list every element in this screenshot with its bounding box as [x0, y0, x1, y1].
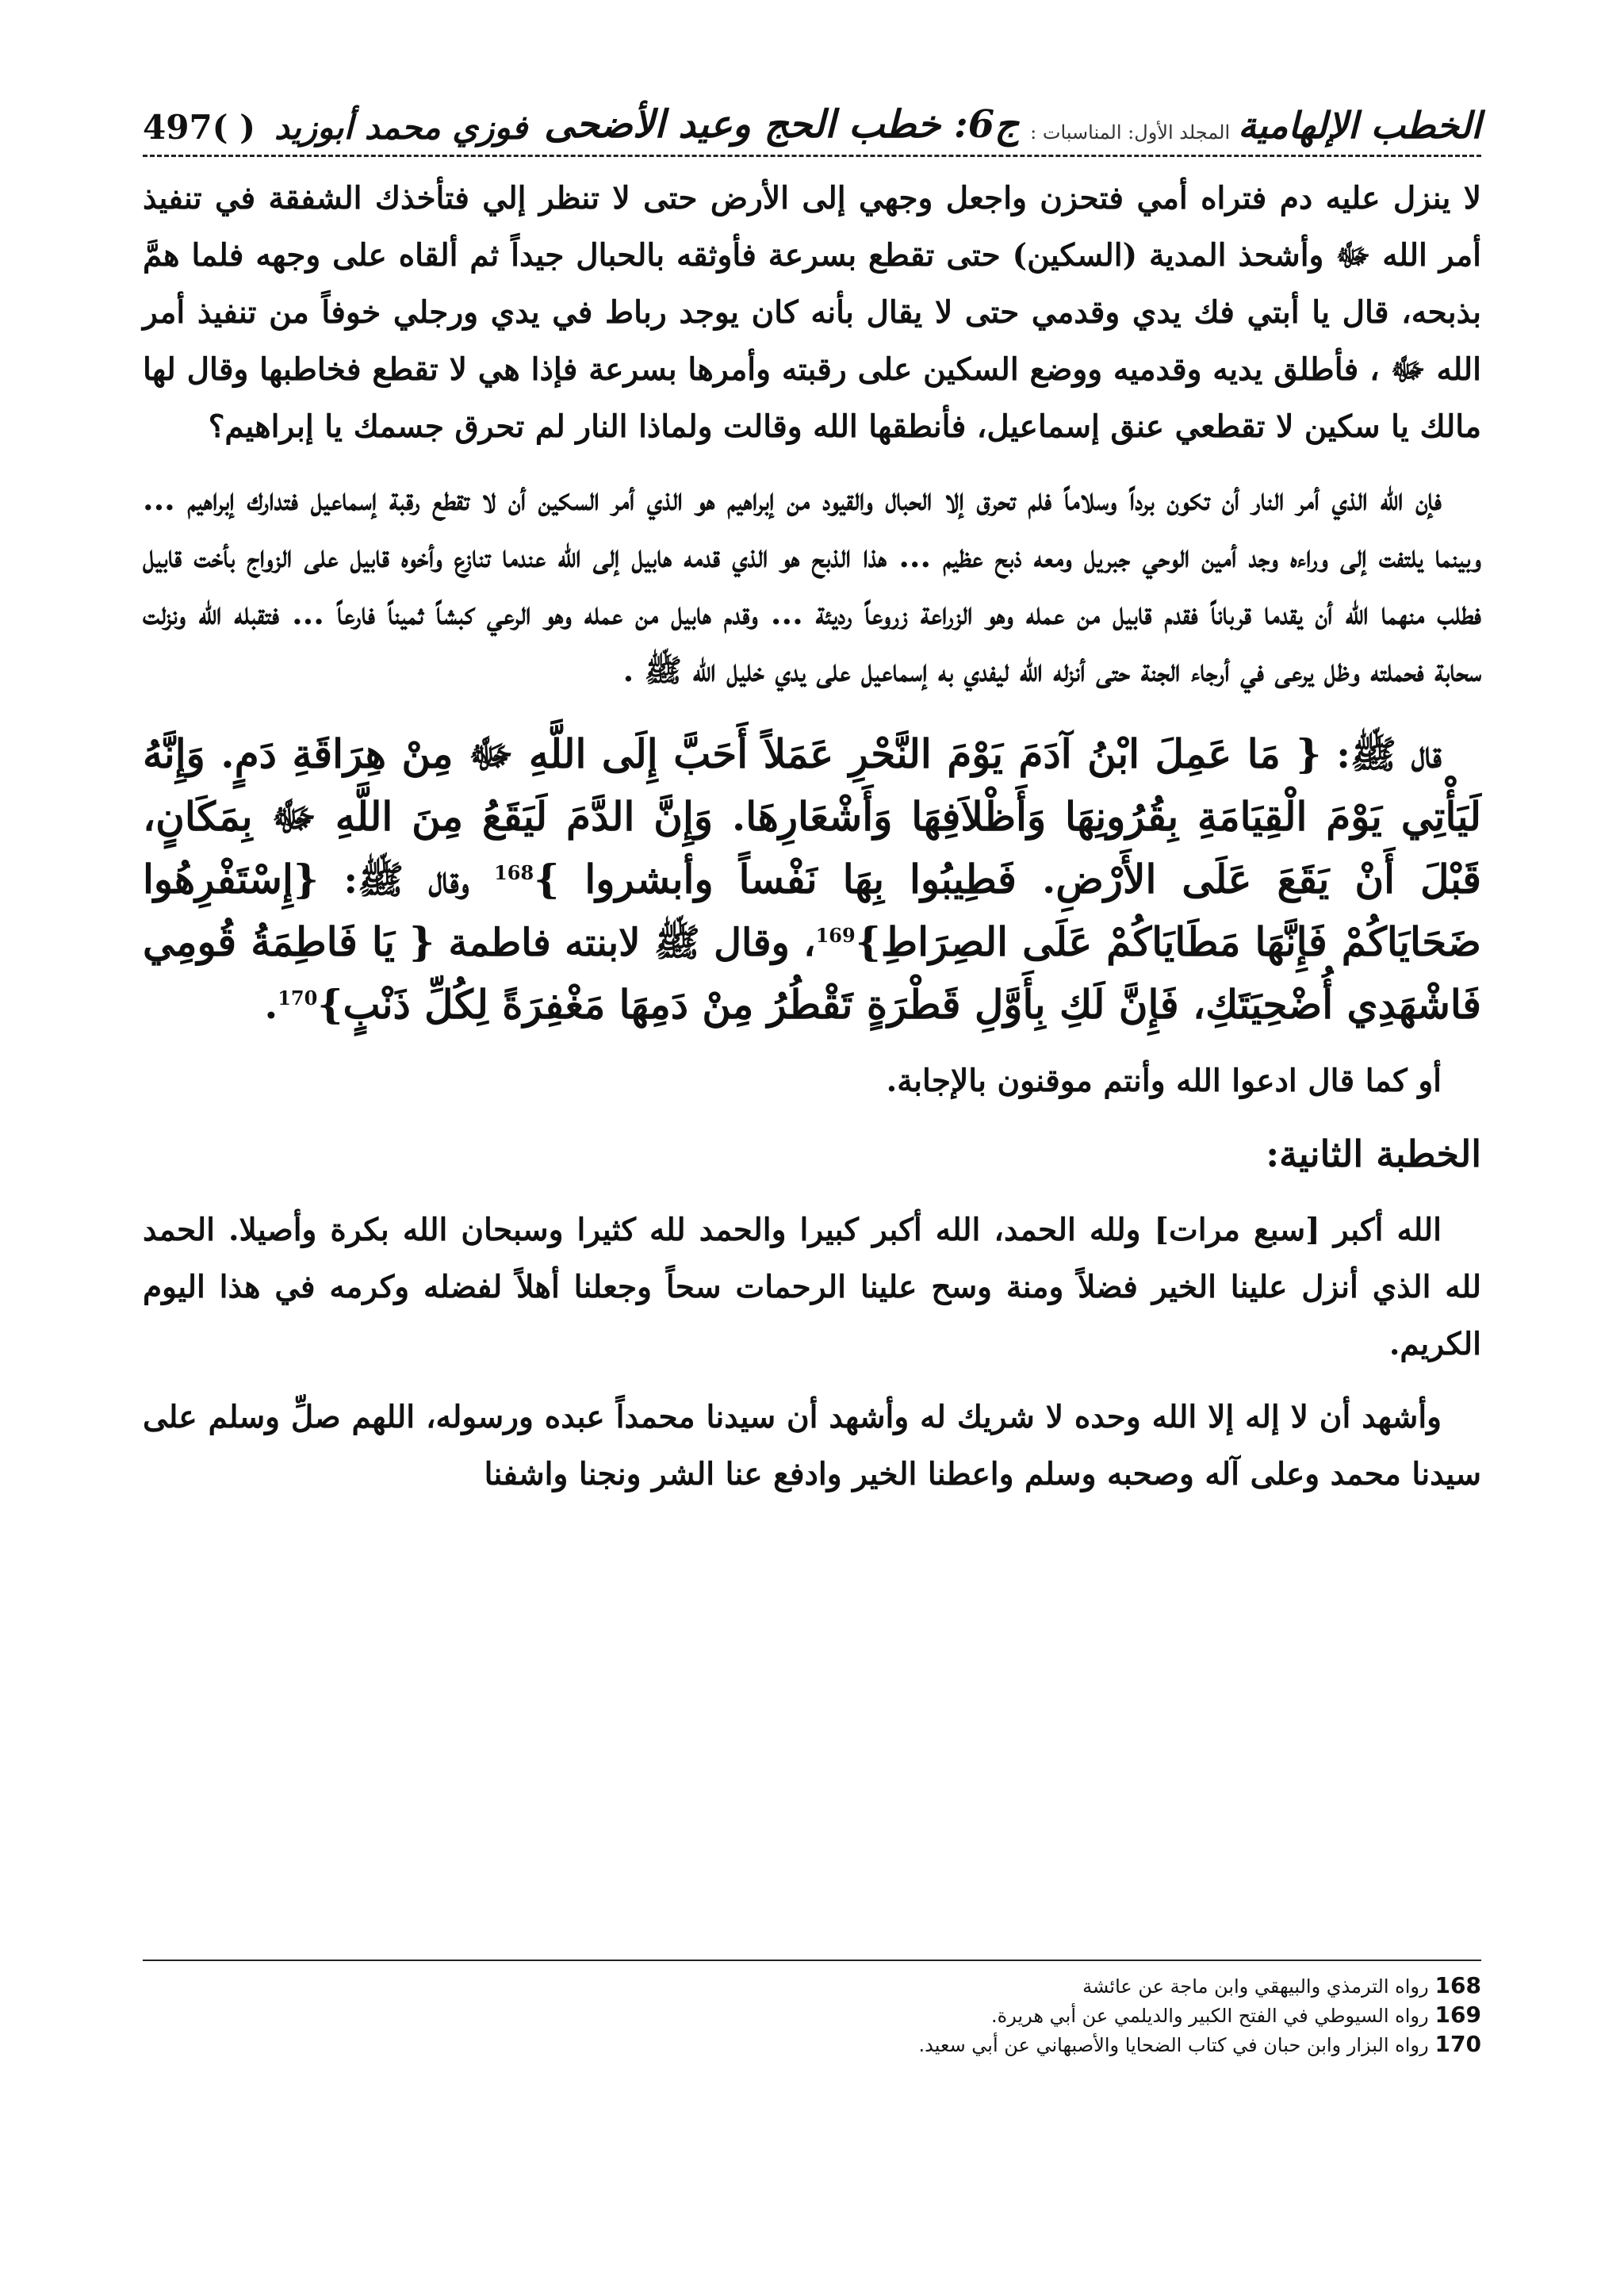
footnote-ref: 170 — [278, 987, 318, 1009]
footnote-number: 170 — [1434, 2031, 1481, 2057]
paragraph: وأشهد أن لا إله إلا الله وحده لا شريك له وأشهد أن سيدنا محمداً عبده ورسوله، اللهم صلِّ وسلم على سيدنا محمد وعلى آله وصحبه وسلم واعطنا الخير وادفع عنا الشر ونجنا واشفنا — [143, 1399, 1481, 1492]
hadith-text: { مَا عَمِلَ ابْنُ آدَمَ يَوْمَ النَّحْرِ عَمَلاً أَحَبَّ إِلَى اللَّهِ ﷻ مِنْ هِرَاقَةِ دَمٍ. وَإِنَّهُ لَيَأْتِي يَوْمَ الْقِيَامَةِ بِقُرُونِهَا وَأَظْلاَفِهَا وَأَشْعَارِهَا. وَإِنَّ الدَّمَ لَيَقَعُ مِنَ اللَّهِ ﷻ بِمَكَانٍ، قَبْلَ أَنْ يَقَعَ عَلَى الأَرْضِ. فَطِيبُوا بِهَا نَفْساً وأبشروا } — [143, 730, 1481, 902]
hadith-text: { يَا فَاطِمَةُ قُومِي فَاشْهَدِي أُضْحِيَتَكِ، فَإِنَّ لَكِ بِأَوَّلِ قَطْرَةٍ تَقْطُرُ مِنْ دَمِهَا مَغْفِرَةً لِكُلِّ ذَنْبٍ} — [143, 918, 1481, 1028]
page-header — [143, 86, 1481, 157]
footnote-text: رواه البزار وابن حبان في كتاب الضحايا والأصبهاني عن أبي سعيد. — [918, 2034, 1429, 2056]
footnote — [143, 2030, 1481, 2059]
page-number: 497( ) — [143, 108, 256, 147]
hadith-block — [143, 723, 1481, 1036]
closing-line: أو كما قال ادعوا الله وأنتم موقنون بالإجابة. — [886, 1063, 1442, 1099]
hadith-text: {إِسْتَفْرِهُوا ضَحَايَاكُمْ فَإِنَّهَا مَطَايَاكُمْ عَلَى الصِرَاطِ} — [143, 856, 1482, 965]
footnote-ref: 168 — [494, 861, 534, 884]
series-title: الخطب الإلهامية — [1238, 104, 1481, 147]
volume-label: المجلد الأول: المناسبات : — [1030, 121, 1231, 144]
hadith-connector: ، وقال ﷺ لابنته فاطمة — [435, 921, 816, 965]
paragraph: الله أكبر [سبع مرات] ولله الحمد، الله أكبر كبيرا والحمد لله كثيرا وسبحان الله بكرة وأصيلا. الحمد لله الذي أنزل علينا الخير فضلاً ومنة وسح علينا الرحمات سحاً وجعلنا أهلاً لفضله وكرمه في هذا اليوم الكريم. — [143, 1212, 1481, 1362]
hadith-connector: وقال ﷺ: — [319, 858, 495, 902]
paragraph: لا ينزل عليه دم فتراه أمي فتحزن واجعل وجهي إلى الأرض حتى لا تنظر إلي فتأخذك الشفقة في تنفيذ أمر الله ﷻ وأشحذ المدية (السكين) حتى تقطع بسرعة فأوثقه بالحبال جيداً ثم ألقاه على وجهه فلما همَّ بذبحه، قال يا أبتي فك يدي وقدمي حتى لا يقال بأنه كان يوجد رباط في يدي ورجلي خوفاً من تنفيذ أمر الله ﷻ ، فأطلق يديه وقدميه ووضع السكين على رقبته وأمرها بسرعة فإذا هي لا تقطع فخاطبها وقال لها مالك يا سكين لا تقطعي عنق إسماعيل، فأنطقها الله وقالت ولماذا النار لم تحرق جسمك يا إبراهيم؟ — [143, 180, 1481, 445]
header-right — [544, 102, 1481, 147]
footnote — [143, 1971, 1481, 2001]
section-heading: الخطبة الثانية: — [1266, 1132, 1481, 1175]
footnote-number: 168 — [1434, 1972, 1481, 1998]
footnote-divider — [143, 1960, 1481, 1961]
footnotes — [143, 1971, 1481, 2059]
page-body — [143, 170, 1481, 1519]
chapter-title: ج6: خطب الحج وعيد الأضحى — [544, 102, 1020, 147]
hadith-intro: قال ﷺ: — [1321, 733, 1442, 777]
author-name: فوزي محمد أبوزيد — [274, 108, 528, 147]
footnote-number: 169 — [1434, 2002, 1481, 2028]
header-left — [143, 108, 527, 147]
paragraph: فإن الله الذي أمر النار أن تكون برداً وسلاماً فلم تحرق إلا الحبال والقيود من إبراهيم هو الذي أمر السكين أن لا تقطع رقبة إسماعيل فتدارك إبراهيم ... وبينما يلتفت إلى وراءه وجد أمين الوحي جبريل ومعه ذبح عظيم ... هذا الذبح هو الذي قدمه هابيل إلى الله عندما تنازع وأخوه قابيل على الزواج بأخت قابيل فطلب منهما الله أن يقدما قرباناً فقدم قابيل من عمله وهو الزراعة زروعاً رديئة ... وقدم هابيل من عمله وهو الرعي كبشاً ثميناً فارعاً ... فتقبله الله ونزلت سحابة فحملته وظل يرعى في أرجاء الجنة حتى أنزله الله ليفدي به إسماعيل على يدي خليل الله ﷺ . — [143, 481, 1481, 689]
footnote — [143, 2001, 1481, 2030]
footnote-text: رواه الترمذي والبيهقي وابن ماجة عن عائشة — [1082, 1975, 1429, 1998]
footnote-text: رواه السيوطي في الفتح الكبير والديلمي عن أبي هريرة. — [991, 2005, 1429, 2027]
footnote-ref: 169 — [815, 924, 856, 947]
hadith-end: . — [264, 983, 278, 1028]
